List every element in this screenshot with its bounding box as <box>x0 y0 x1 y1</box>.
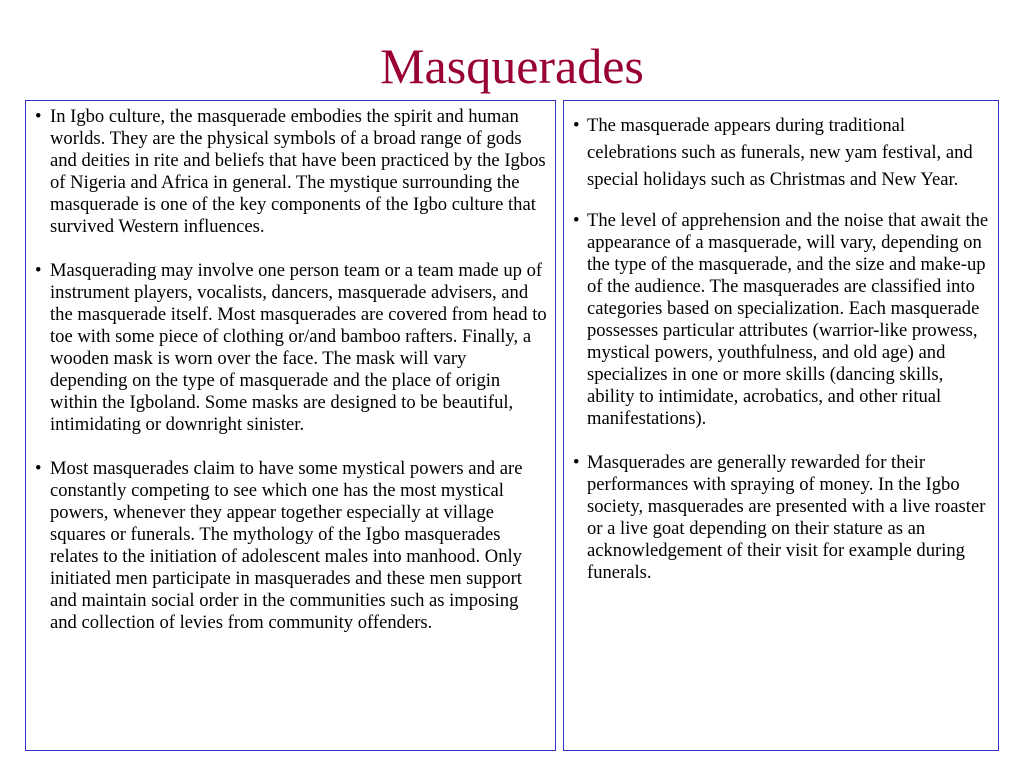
bullet-text: Masquerades are generally rewarded for their performances with spraying of money. In the Igbo society, masquerades are presented with a live roaster or a live goat depending on their stature as an acknowledgement of their visit for example during funerals. <box>587 452 986 583</box>
right-bullet-list <box>571 112 990 584</box>
right-text-box <box>563 100 999 751</box>
bullet-text: The masquerade appears during traditional celebrations such as funerals, new yam festival, and special holidays such as Christmas and New Year. <box>587 115 973 190</box>
bullet-item <box>33 106 547 238</box>
slide-title: Masquerades <box>380 38 644 94</box>
bullet-item <box>33 458 547 634</box>
bullet-marker: • <box>573 115 580 136</box>
bullet-item <box>571 210 990 430</box>
bullet-marker: • <box>573 452 580 473</box>
bullet-marker: • <box>35 106 42 127</box>
bullet-text: Masquerading may involve one person team or a team made up of instrument players, vocalists, dancers, masquerade advisers, and the masquerade itself. Most masquerades are covered from head to toe with some piece of clothing or/and bamboo rafters. Finally, a wooden mask is worn over the face. The mask will vary depending on the type of masquerade and the place of origin within the Igboland. Some masks are designed to be beautiful, intimidating or downright sinister. <box>50 260 547 435</box>
bullet-text: Most masquerades claim to have some mystical powers and are constantly competing to see which one has the most mystical powers, whenever they appear together especially at village squares or funerals. The mythology of the Igbo masquerades relates to the initiation of adolescent males into manhood. Only initiated men participate in masquerades and these men support and maintain social order in the communities such as imposing and collection of levies from community offenders. <box>50 458 523 633</box>
left-bullet-list <box>33 106 547 634</box>
left-text-box <box>25 100 556 751</box>
bullet-item <box>33 260 547 436</box>
bullet-text: The level of apprehension and the noise that await the appearance of a masquerade, will vary, depending on the type of the masquerade, and the size and make-up of the audience. The masquerades are classified into categories based on specialization. Each masquerade possesses particular attributes (warrior-like prowess, mystical powers, youthfulness, and old age) and specializes in one or more skills (dancing skills, ability to intimidate, acrobatics, and other ritual manifestations). <box>587 210 989 429</box>
bullet-marker: • <box>35 458 42 479</box>
bullet-text: In Igbo culture, the masquerade embodies the spirit and human worlds. They are the physical symbols of a broad range of gods and deities in rite and beliefs that have been practiced by the Igbos of Nigeria and Africa in general. The mystique surrounding the masquerade is one of the key components of the Igbo culture that survived Western influences. <box>50 106 546 237</box>
bullet-item <box>571 112 990 193</box>
bullet-marker: • <box>35 260 42 281</box>
bullet-marker: • <box>573 210 580 231</box>
bullet-item <box>571 452 990 584</box>
